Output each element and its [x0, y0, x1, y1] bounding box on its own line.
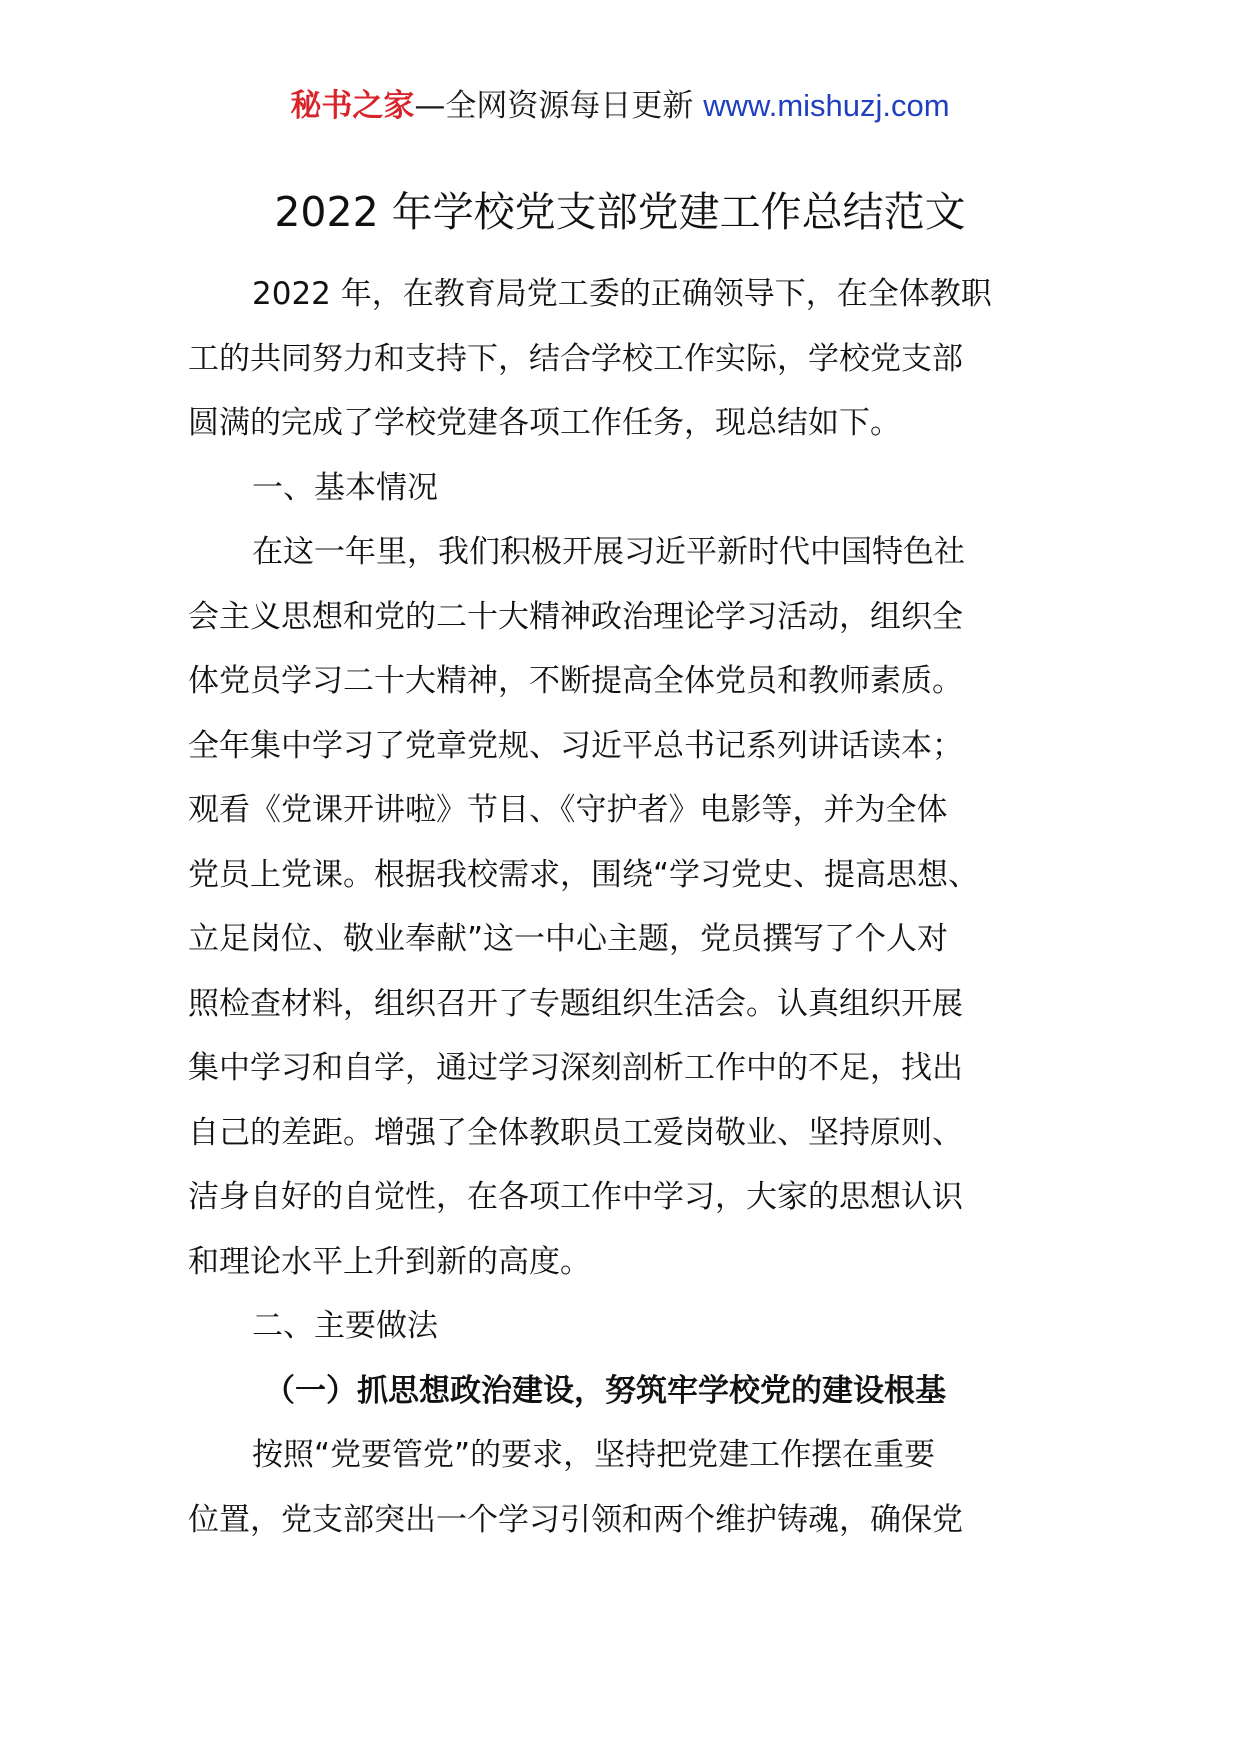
subsection-heading: （一）抓思想政治建设，努筑牢学校党的建设根基 [264, 1372, 946, 1409]
body-line: 2022 年，在教育局党工委的正确领导下，在全体教职 [252, 276, 992, 312]
body-line: 在这一年里，我们积极开展习近平新时代中国特色社 [252, 534, 965, 570]
body-line: 观看《党课开讲啦》节目、《守护者》电影等，并为全体 [188, 792, 948, 828]
body-line: 和理论水平上升到新的高度。 [188, 1243, 591, 1280]
body-line: 体党员学习二十大精神，不断提高全体党员和教师素质。 [188, 663, 963, 699]
body-line: 工的共同努力和支持下，结合学校工作实际，学校党支部 [188, 340, 963, 377]
body-line: 圆满的完成了学校党建各项工作任务，现总结如下。 [188, 405, 901, 441]
body-line: 会主义思想和党的二十大精神政治理论学习活动，组织全 [188, 598, 963, 635]
section-heading-basic: 一、基本情况 [252, 469, 438, 506]
site-tagline: —全网资源每日更新 [414, 88, 704, 124]
site-header [0, 86, 1240, 126]
site-url-link[interactable]: www.mishuzj.com [703, 88, 950, 123]
body-line: 照检查材料，组织召开了专题组织生活会。认真组织开展 [188, 985, 963, 1022]
body-line: 全年集中学习了党章党规、习近平总书记系列讲话读本； [188, 727, 963, 764]
body-line: 党员上党课。根据我校需求，围绕“学习党史、提高思想、 [188, 856, 980, 893]
site-brand: 秘书之家 [290, 88, 415, 124]
body-line: 洁身自好的自觉性，在各项工作中学习，大家的思想认识 [188, 1179, 963, 1215]
section-heading-methods: 二、主要做法 [252, 1308, 438, 1344]
body-line: 集中学习和自学，通过学习深刻剖析工作中的不足，找出 [188, 1050, 963, 1086]
body-line: 立足岗位、敬业奉献”这一中心主题，党员撰写了个人对 [188, 921, 949, 957]
body-line: 按照“党要管党”的要求，坚持把党建工作摆在重要 [252, 1437, 936, 1473]
document-title: 2022 年学校党支部党建工作总结范文 [274, 188, 966, 236]
body-line: 自己的差距。增强了全体教职员工爱岗敬业、坚持原则、 [188, 1114, 963, 1151]
document-body [188, 262, 1068, 1552]
body-line: 位置，党支部突出一个学习引领和两个维护铸魂，确保党 [188, 1501, 963, 1538]
